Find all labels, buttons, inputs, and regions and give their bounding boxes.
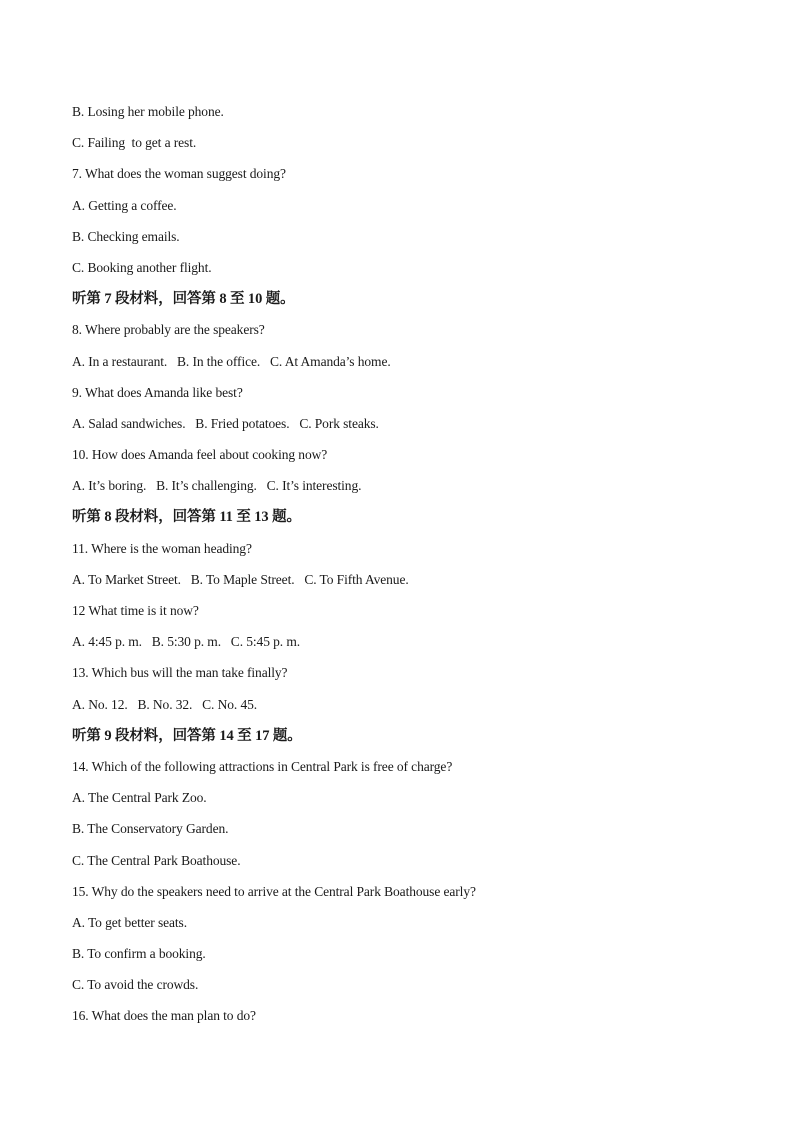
question-text: 8. Where probably are the speakers?	[72, 322, 265, 338]
answer-option: A. To get better seats.	[72, 914, 187, 930]
answer-option: A. Salad sandwiches. B. Fried potatoes. C. Pork steaks.	[72, 415, 379, 431]
answer-option: B. The Conservatory Garden.	[72, 821, 229, 837]
question-text: 13. Which bus will the man take finally?	[72, 665, 288, 681]
text-lines	[72, 101, 732, 1037]
document-page	[72, 101, 732, 1037]
answer-option: C. To avoid the crowds.	[72, 977, 199, 993]
section-heading: 听第 9 段材料，回答第 14 至 17 题。	[72, 727, 302, 744]
question-text: 7. What does the woman suggest doing?	[72, 166, 286, 182]
question-text: 10. How does Amanda feel about cooking now?	[72, 447, 328, 463]
answer-option: C. The Central Park Boathouse.	[72, 852, 241, 868]
section-heading: 听第 8 段材料，回答第 11 至 13 题。	[72, 509, 301, 526]
question-text: 16. What does the man plan to do?	[72, 1008, 256, 1024]
section-heading: 听第 7 段材料，回答第 8 至 10 题。	[72, 291, 295, 308]
question-text: 11. Where is the woman heading?	[72, 540, 252, 556]
question-text: 15. Why do the speakers need to arrive at the Central Park Boathouse early?	[72, 883, 476, 899]
answer-option: A. In a restaurant. B. In the office. C. At Amanda’s home.	[72, 353, 391, 369]
answer-option: A. The Central Park Zoo.	[72, 790, 207, 806]
answer-option: A. To Market Street. B. To Maple Street. C. To Fifth Avenue.	[72, 571, 409, 587]
answer-option: A. Getting a coffee.	[72, 197, 177, 213]
question-text: 14. Which of the following attractions in Central Park is free of charge?	[72, 758, 453, 774]
answer-option: B. Losing her mobile phone.	[72, 104, 224, 119]
answer-option: B. Checking emails.	[72, 228, 180, 244]
answer-option: A. It’s boring. B. It’s challenging. C. It’s interesting.	[72, 478, 362, 494]
question-text: 9. What does Amanda like best?	[72, 384, 243, 400]
answer-option: B. To confirm a booking.	[72, 946, 206, 962]
answer-option: A. No. 12. B. No. 32. C. No. 45.	[72, 696, 258, 712]
answer-option: C. Failing to get a rest.	[72, 135, 197, 151]
answer-option: A. 4:45 p. m. B. 5:30 p. m. C. 5:45 p. m.	[72, 634, 301, 650]
answer-option: C. Booking another flight.	[72, 259, 212, 275]
question-text: 12 What time is it now?	[72, 603, 199, 618]
